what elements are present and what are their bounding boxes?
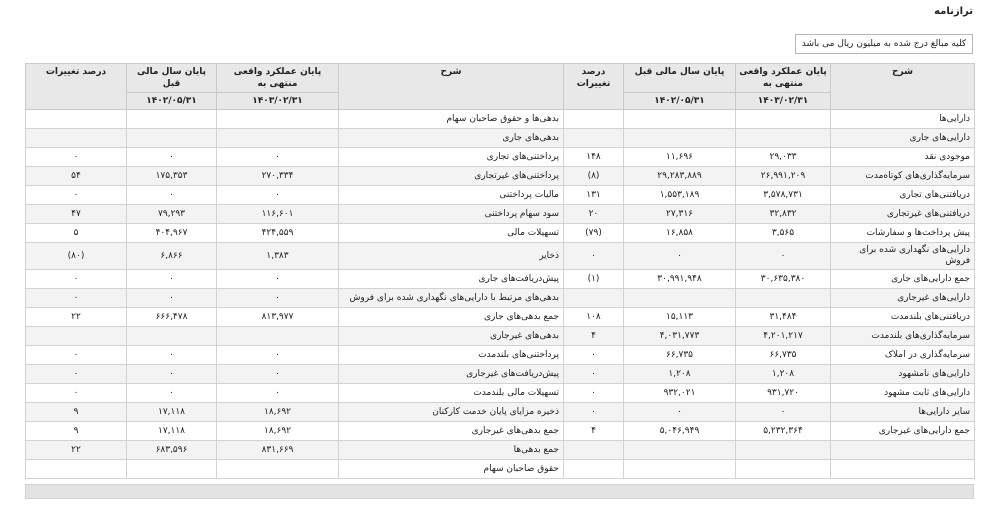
liabilities-previous-value [127, 110, 217, 129]
assets-previous-value: ۲۹,۲۸۳,۸۸۹ [624, 167, 736, 186]
liabilities-label: پیش‌دریافت‌های غیرجاری [339, 365, 564, 384]
assets-previous-value: ۵,۰۴۶,۹۴۹ [624, 422, 736, 441]
table-row [26, 148, 975, 167]
liabilities-change-value: ۲۲ [26, 308, 127, 327]
assets-current-value [736, 129, 831, 148]
liabilities-current-value: ۰ [217, 186, 339, 205]
table-row [26, 205, 975, 224]
table-row [26, 365, 975, 384]
liabilities-current-value: ۰ [217, 270, 339, 289]
liabilities-previous-value: ۰ [127, 186, 217, 205]
assets-previous-value: ۱۶,۸۵۸ [624, 224, 736, 243]
assets-previous-value [624, 460, 736, 479]
liabilities-previous-value: ۰ [127, 384, 217, 403]
assets-current-value: ۵,۲۳۲,۳۶۴ [736, 422, 831, 441]
liabilities-label: پرداختنی‌های بلندمدت [339, 346, 564, 365]
assets-label: سایر دارایی‌ها [831, 403, 975, 422]
assets-previous-value: ۰ [624, 403, 736, 422]
table-row [26, 327, 975, 346]
col-header-liabilities-current: پایان عملکرد واقعی منتهی به [217, 64, 339, 93]
assets-label: سرمایه‌گذاری در املاک [831, 346, 975, 365]
assets-current-value [736, 460, 831, 479]
assets-current-value: ۹۳۱,۷۲۰ [736, 384, 831, 403]
page-title: ترازنامه [934, 6, 973, 17]
assets-label: دریافتنی‌های بلندمدت [831, 308, 975, 327]
liabilities-previous-value: ۰ [127, 289, 217, 308]
assets-label: دارایی‌ها [831, 110, 975, 129]
liabilities-previous-value: ۰ [127, 148, 217, 167]
assets-change-value: ۰ [564, 365, 624, 384]
table-row [26, 346, 975, 365]
liabilities-change-value: ۰ [26, 186, 127, 205]
assets-change-value: ۱۴۸ [564, 148, 624, 167]
assets-previous-value: ۱۱,۶۹۶ [624, 148, 736, 167]
assets-previous-value [624, 289, 736, 308]
col-header-assets-desc: شرح [831, 64, 975, 110]
col-header-liabilities-desc: شرح [339, 64, 564, 110]
table-row [26, 308, 975, 327]
assets-change-value: (۷۹) [564, 224, 624, 243]
liabilities-current-value: ۴۲۴,۵۵۹ [217, 224, 339, 243]
assets-label: دارایی‌های نگهداری شده برای فروش [831, 243, 975, 270]
assets-label [831, 460, 975, 479]
liabilities-previous-value [127, 129, 217, 148]
liabilities-label: حقوق صاحبان سهام [339, 460, 564, 479]
liabilities-current-value: ۱۸,۶۹۲ [217, 422, 339, 441]
assets-previous-value: ۱۵,۱۱۳ [624, 308, 736, 327]
liabilities-label: تسهیلات مالی بلندمدت [339, 384, 564, 403]
assets-change-value [564, 441, 624, 460]
assets-label: دارایی‌های نامشهود [831, 365, 975, 384]
assets-change-value: ۰ [564, 346, 624, 365]
assets-previous-value: ۱,۲۰۸ [624, 365, 736, 384]
col-header-assets-current: پایان عملکرد واقعی منتهی به [736, 64, 831, 93]
assets-current-value: ۰ [736, 243, 831, 270]
liabilities-current-value [217, 129, 339, 148]
liabilities-current-value: ۸۱۳,۹۷۷ [217, 308, 339, 327]
assets-label [831, 441, 975, 460]
assets-current-value [736, 110, 831, 129]
liabilities-change-value: ۰ [26, 289, 127, 308]
liabilities-change-value [26, 129, 127, 148]
liabilities-current-value: ۰ [217, 384, 339, 403]
liabilities-change-value: ۰ [26, 365, 127, 384]
liabilities-change-value: ۹ [26, 403, 127, 422]
liabilities-label: مالیات پرداختنی [339, 186, 564, 205]
col-header-liabilities-previous: پایان سال مالی قبل [127, 64, 217, 93]
liabilities-previous-value: ۱۷۵,۳۵۳ [127, 167, 217, 186]
table-row [26, 110, 975, 129]
col-header-assets-change: درصد تغییرات [564, 64, 624, 110]
liabilities-change-value [26, 460, 127, 479]
col-header-liabilities-change: درصد تغییرات [26, 64, 127, 110]
table-row [26, 243, 975, 270]
liabilities-previous-value [127, 327, 217, 346]
table-row [26, 186, 975, 205]
liabilities-previous-value: ۱۷,۱۱۸ [127, 403, 217, 422]
assets-previous-value [624, 441, 736, 460]
table-row [26, 224, 975, 243]
assets-change-value: ۴ [564, 422, 624, 441]
table-row [26, 441, 975, 460]
assets-label: جمع دارایی‌های غیرجاری [831, 422, 975, 441]
liabilities-change-value: ۴۷ [26, 205, 127, 224]
table-row [26, 403, 975, 422]
assets-current-value: ۶۶,۷۳۵ [736, 346, 831, 365]
assets-change-value: ۲۰ [564, 205, 624, 224]
assets-previous-value: ۱,۵۵۳,۱۸۹ [624, 186, 736, 205]
table-row [26, 384, 975, 403]
liabilities-label: بدهی‌های مرتبط با دارایی‌های نگهداری شده برای فروش [339, 289, 564, 308]
assets-label: موجودی نقد [831, 148, 975, 167]
assets-change-value: ۰ [564, 403, 624, 422]
liabilities-change-value: ۰ [26, 148, 127, 167]
assets-label: دارایی‌های جاری [831, 129, 975, 148]
assets-change-value: (۸) [564, 167, 624, 186]
assets-previous-value [624, 129, 736, 148]
liabilities-label: بدهی‌ها و حقوق صاحبان سهام [339, 110, 564, 129]
liabilities-current-value [217, 327, 339, 346]
assets-current-value: ۲۹,۰۳۳ [736, 148, 831, 167]
liabilities-current-value: ۱۸,۶۹۲ [217, 403, 339, 422]
liabilities-change-value: ۰ [26, 270, 127, 289]
liabilities-change-value: ۰ [26, 384, 127, 403]
assets-current-value: ۳,۵۷۸,۷۳۱ [736, 186, 831, 205]
assets-change-value [564, 460, 624, 479]
liabilities-change-value: (۸۰) [26, 243, 127, 270]
liabilities-current-value: ۰ [217, 148, 339, 167]
assets-previous-value [624, 110, 736, 129]
liabilities-current-value: ۰ [217, 289, 339, 308]
assets-label: جمع دارایی‌های جاری [831, 270, 975, 289]
table-row [26, 129, 975, 148]
assets-label: سرمایه‌گذاری‌های کوتاه‌مدت [831, 167, 975, 186]
assets-previous-value: ۰ [624, 243, 736, 270]
assets-current-value: ۰ [736, 403, 831, 422]
balance-sheet-table [25, 63, 975, 479]
liabilities-previous-value: ۰ [127, 365, 217, 384]
liabilities-previous-value: ۶۸۳,۵۹۶ [127, 441, 217, 460]
assets-change-value [564, 129, 624, 148]
liabilities-previous-value: ۶۶۶,۴۷۸ [127, 308, 217, 327]
liabilities-label: جمع بدهی‌های غیرجاری [339, 422, 564, 441]
assets-change-value: ۱۳۱ [564, 186, 624, 205]
table-row [26, 167, 975, 186]
assets-current-date: ۱۴۰۳/۰۲/۳۱ [736, 93, 831, 110]
assets-current-value: ۲۶,۹۹۱,۲۰۹ [736, 167, 831, 186]
assets-previous-value: ۶۶,۷۳۵ [624, 346, 736, 365]
table-row [26, 270, 975, 289]
liabilities-change-value: ۹ [26, 422, 127, 441]
liabilities-current-value: ۰ [217, 346, 339, 365]
liabilities-current-value: ۲۷۰,۳۳۴ [217, 167, 339, 186]
assets-current-value: ۴,۲۰۱,۲۱۷ [736, 327, 831, 346]
liabilities-current-value [217, 460, 339, 479]
assets-previous-date: ۱۴۰۲/۰۵/۳۱ [624, 93, 736, 110]
assets-current-value: ۳۲,۸۳۲ [736, 205, 831, 224]
assets-current-value [736, 441, 831, 460]
header-row [26, 64, 975, 93]
table-row [26, 422, 975, 441]
assets-change-value: ۰ [564, 243, 624, 270]
assets-current-value: ۳,۵۶۵ [736, 224, 831, 243]
assets-current-value: ۳۰,۶۳۵,۳۸۰ [736, 270, 831, 289]
liabilities-previous-value: ۷۹,۲۹۳ [127, 205, 217, 224]
assets-change-value: ۱۰۸ [564, 308, 624, 327]
assets-previous-value: ۳۰,۹۹۱,۹۴۸ [624, 270, 736, 289]
liabilities-current-value: ۰ [217, 365, 339, 384]
liabilities-previous-value [127, 460, 217, 479]
liabilities-current-date: ۱۴۰۳/۰۲/۳۱ [217, 93, 339, 110]
col-header-assets-previous: پایان سال مالی قبل [624, 64, 736, 93]
liabilities-previous-date: ۱۴۰۲/۰۵/۳۱ [127, 93, 217, 110]
liabilities-previous-value: ۰ [127, 346, 217, 365]
liabilities-change-value: ۵ [26, 224, 127, 243]
assets-change-value: ۴ [564, 327, 624, 346]
assets-label: دارایی‌های ثابت مشهود [831, 384, 975, 403]
liabilities-label: پرداختنی‌های تجاری [339, 148, 564, 167]
assets-current-value [736, 289, 831, 308]
liabilities-change-value: ۲۲ [26, 441, 127, 460]
liabilities-previous-value: ۰ [127, 270, 217, 289]
assets-previous-value: ۲۷,۳۱۶ [624, 205, 736, 224]
liabilities-label: جمع بدهی‌های جاری [339, 308, 564, 327]
assets-previous-value: ۹۳۲,۰۲۱ [624, 384, 736, 403]
liabilities-label: ذخیره مزایای پایان خدمت کارکنان [339, 403, 564, 422]
liabilities-label: ذخایر [339, 243, 564, 270]
assets-label: پیش پرداخت‌ها و سفارشات [831, 224, 975, 243]
assets-label: دریافتنی‌های غیرتجاری [831, 205, 975, 224]
liabilities-label: پرداختنی‌های غیرتجاری [339, 167, 564, 186]
table-row [26, 289, 975, 308]
liabilities-change-value [26, 327, 127, 346]
assets-change-value [564, 289, 624, 308]
liabilities-label: بدهی‌های جاری [339, 129, 564, 148]
assets-current-value: ۱,۲۰۸ [736, 365, 831, 384]
liabilities-current-value [217, 110, 339, 129]
liabilities-previous-value: ۴۰۴,۹۶۷ [127, 224, 217, 243]
assets-previous-value: ۴,۰۳۱,۷۷۳ [624, 327, 736, 346]
liabilities-change-value: ۰ [26, 346, 127, 365]
assets-current-value: ۳۱,۴۸۴ [736, 308, 831, 327]
assets-change-value [564, 110, 624, 129]
liabilities-label: جمع بدهی‌ها [339, 441, 564, 460]
liabilities-label: بدهی‌های غیرجاری [339, 327, 564, 346]
table-body [26, 110, 975, 479]
liabilities-current-value: ۱۱۶,۶۰۱ [217, 205, 339, 224]
assets-label: دریافتنی‌های تجاری [831, 186, 975, 205]
liabilities-previous-value: ۶,۸۶۶ [127, 243, 217, 270]
assets-change-value: ۰ [564, 384, 624, 403]
liabilities-change-value [26, 110, 127, 129]
liabilities-current-value: ۱,۳۸۳ [217, 243, 339, 270]
assets-change-value: (۱) [564, 270, 624, 289]
table-footer-band [25, 484, 974, 499]
liabilities-change-value: ۵۴ [26, 167, 127, 186]
assets-label: سرمایه‌گذاری‌های بلندمدت [831, 327, 975, 346]
liabilities-label: پیش‌دریافت‌های جاری [339, 270, 564, 289]
liabilities-current-value: ۸۳۱,۶۶۹ [217, 441, 339, 460]
liabilities-previous-value: ۱۷,۱۱۸ [127, 422, 217, 441]
assets-label: دارایی‌های غیرجاری [831, 289, 975, 308]
table-row [26, 460, 975, 479]
units-note: کلیه مبالغ درج شده به میلیون ریال می باشد [795, 34, 973, 54]
liabilities-label: تسهیلات مالی [339, 224, 564, 243]
liabilities-label: سود سهام پرداختنی [339, 205, 564, 224]
